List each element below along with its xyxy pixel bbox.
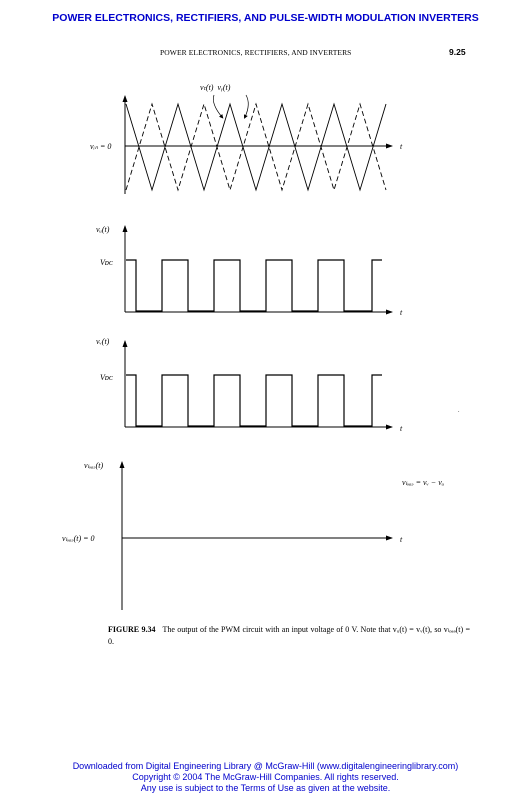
page-number: 9.25	[449, 47, 466, 57]
vv-y-axis-arrow	[123, 340, 128, 347]
page-footer	[0, 761, 531, 794]
vload-t-label: t	[400, 535, 403, 544]
vload-ylabel: vₗₒₐₔ(t)	[84, 461, 104, 470]
footer-line-2: Copyright © 2004 The McGraw-Hill Companies. All rights reserved.	[132, 772, 399, 782]
vv-panel	[96, 337, 403, 433]
vv-ylabel: vᵥ(t)	[96, 337, 110, 346]
vv-level-label: Vᴅᴄ	[100, 373, 113, 382]
vu-t-label: t	[400, 308, 403, 317]
vload-t-axis-arrow	[386, 536, 393, 541]
carrier-leader-1	[213, 95, 222, 117]
carrier-panel	[90, 83, 403, 194]
vu-level-label: Vᴅᴄ	[100, 258, 113, 267]
vv-t-label: t	[400, 424, 403, 433]
vv-square-wave	[126, 375, 382, 426]
carrier-labels: vₜ(t) vᵧ(t)	[200, 83, 231, 92]
vload-equation: vₗₒₐₔ = vᵥ − vᵤ	[402, 478, 445, 487]
running-head: POWER ELECTRONICS, RECTIFIERS, AND INVERTERS	[160, 48, 352, 57]
vload-zero-label: vₗₒₐₔ(t) = 0	[62, 534, 95, 543]
caption-label: FIGURE 9.34	[108, 625, 156, 634]
vu-y-axis-arrow	[123, 225, 128, 232]
footer-line-3[interactable]: Any use is subject to the Terms of Use as given at the website.	[140, 783, 391, 793]
figure-caption	[108, 624, 470, 648]
vu-t-axis-arrow	[386, 310, 393, 315]
footer-line-1[interactable]: Downloaded from Digital Engineering Library @ McGraw-Hill (www.digitalengineeringlibrary.com)	[72, 761, 459, 771]
stray-dot: .	[458, 408, 460, 414]
carrier-leader-2	[245, 95, 248, 117]
vu-panel	[96, 225, 403, 317]
caption-text: The output of the PWM circuit with an input voltage of 0 V. Note that vᵤ(t) = vᵥ(t), so vₗₒₐₔ(t) = 0.	[108, 625, 471, 646]
carrier-y-axis-arrow	[123, 95, 128, 102]
page-banner: POWER ELECTRONICS, RECTIFIERS, AND PULSE-WIDTH MODULATION INVERTERS	[52, 12, 479, 24]
carrier-t-label: t	[400, 142, 403, 151]
vu-ylabel: vᵤ(t)	[96, 225, 110, 234]
vload-panel	[62, 461, 444, 610]
vload-y-axis-arrow	[120, 461, 125, 468]
input-zero-label: vᵢₙ = 0	[90, 142, 112, 151]
vv-t-axis-arrow	[386, 425, 393, 430]
carrier-t-axis-arrow	[386, 144, 393, 149]
vu-square-wave	[126, 260, 382, 311]
